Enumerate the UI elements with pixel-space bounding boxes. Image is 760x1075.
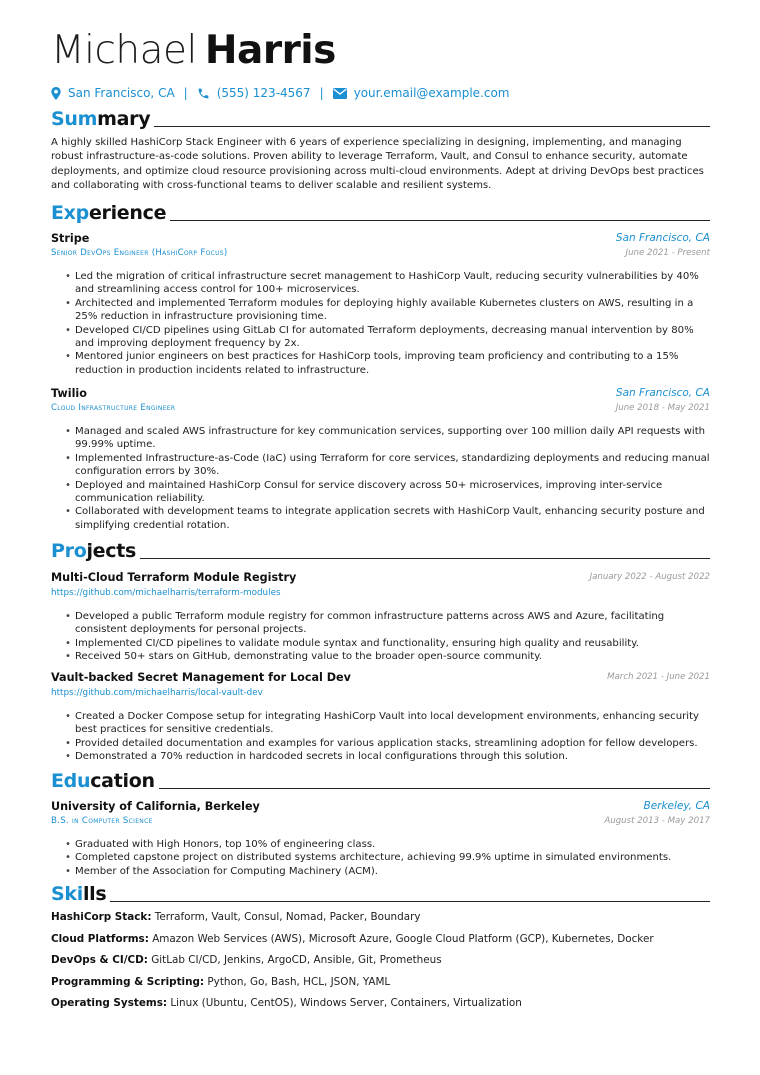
skill-label: Cloud Platforms: (51, 933, 149, 945)
skill-label: DevOps & CI/CD: (51, 954, 148, 966)
project-bullets (65, 710, 710, 764)
job-company: Twilio (51, 387, 87, 400)
contact-bar (51, 85, 510, 101)
project-link[interactable]: https://github.com/michaelharris/local-vault-dev (51, 688, 263, 698)
summary-heading (51, 108, 710, 130)
phone-icon (197, 87, 210, 100)
job-role: Cloud Infrastructure Engineer (51, 403, 176, 413)
contact-email[interactable] (333, 86, 510, 100)
section-title: Experience (51, 202, 167, 224)
job-role: Senior DevOps Engineer (HashiCorp Focus) (51, 248, 228, 258)
project-name: Multi-Cloud Terraform Module Registry (51, 571, 297, 584)
section-rule (159, 788, 710, 789)
first-name: Michael (51, 28, 197, 73)
education-heading (51, 770, 710, 792)
section-rule (154, 126, 710, 127)
list-item: • Graduated with High Honors, top 10% of engineering class. (65, 838, 710, 851)
list-item: • Mentored junior engineers on best practices for HashiCorp tools, improving team proficiency and contributing to a 15% reduction in production incidents related to infrastructure. (65, 350, 710, 377)
list-item: • Led the migration of critical infrastructure secret management to HashiCorp Vault, reducing security vulnerabilities by 40% and streamlining access control for 100+ microservices. (65, 270, 710, 297)
skill-value: GitLab CI/CD, Jenkins, ArgoCD, Ansible, Git, Prometheus (151, 954, 442, 966)
project-dates: January 2022 - August 2022 (589, 572, 710, 582)
list-item: • Deployed and maintained HashiCorp Consul for service discovery across 50+ microservices, improving inter-service communication reliability. (65, 479, 710, 506)
experience-heading (51, 202, 710, 224)
list-item: • Created a Docker Compose setup for integrating HashiCorp Vault into local development environments, enhancing security best practices for sensitive credentials. (65, 710, 710, 737)
skill-label: Operating Systems: (51, 997, 168, 1009)
last-name: Harris (204, 28, 336, 73)
job-location: San Francisco, CA (615, 387, 710, 399)
phone-text: (555) 123-4567 (216, 86, 311, 100)
section-rule (140, 558, 710, 559)
list-item: • Developed CI/CD pipelines using GitLab CI for automated Terraform deployments, decreasing manual intervention by 80% and improving deployment frequency by 2x. (65, 324, 710, 351)
project-dates: March 2021 - June 2021 (607, 672, 710, 682)
skill-value: Linux (Ubuntu, CentOS), Windows Server, Containers, Virtualization (170, 997, 522, 1009)
summary-text: A highly skilled HashiCorp Stack Engineer with 6 years of experience specializing in designing, implementing, and managing robust infrastructure-as-code solutions. Proven ability to leverage Terraform, Vault, and Consul to enhance security, automate deployments, and optimize cloud resource provisioning across multi-cloud environments. Adept at driving DevOps best practices and collaborating with cross-functional teams to deliver scalable and resilient systems. (51, 137, 704, 191)
list-item: • Architected and implemented Terraform modules for deploying highly available Kubernetes clusters on AWS, resulting in a 25% reduction in infrastructure provisioning time. (65, 297, 710, 324)
contact-separator: | (319, 86, 324, 100)
list-item: • Developed a public Terraform module registry for common infrastructure patterns across AWS and Azure, facilitating consistent deployments for personal projects. (65, 610, 710, 637)
list-item: • Implemented CI/CD pipelines to validate module syntax and functionality, ensuring high quality and reusability. (65, 637, 710, 650)
list-item: • Provided detailed documentation and examples for various application stacks, streamlining adoption for fellow developers. (65, 737, 710, 750)
school-name: University of California, Berkeley (51, 800, 260, 813)
skill-value: Amazon Web Services (AWS), Microsoft Azure, Google Cloud Platform (GCP), Kubernetes, Docker (152, 933, 654, 945)
education-dates: August 2013 - May 2017 (604, 816, 710, 826)
list-item: • Completed capstone project on distributed systems architecture, achieving 99.9% uptime in simulated environments. (65, 851, 710, 864)
degree: B.S. in Computer Science (51, 816, 153, 826)
skill-row (51, 997, 522, 1009)
skill-row (51, 911, 421, 923)
candidate-name (51, 28, 336, 74)
location-text: San Francisco, CA (68, 86, 175, 100)
envelope-icon (333, 88, 347, 99)
contact-location (51, 86, 175, 100)
skills-heading (51, 883, 710, 905)
school-location: Berkeley, CA (643, 800, 710, 812)
skill-row (51, 954, 442, 966)
project-link[interactable]: https://github.com/michaelharris/terraform-modules (51, 588, 281, 598)
section-title: Education (51, 770, 155, 792)
list-item: • Managed and scaled AWS infrastructure for key communication services, supporting over 100 million daily API requests with 99.99% uptime. (65, 425, 710, 452)
job-bullets (65, 270, 710, 377)
skill-row (51, 933, 654, 945)
project-bullets (65, 610, 710, 664)
contact-separator: | (183, 86, 188, 100)
skill-label: HashiCorp Stack: (51, 911, 152, 923)
job-location: San Francisco, CA (615, 232, 710, 244)
job-company: Stripe (51, 232, 90, 245)
section-title: Projects (51, 540, 137, 562)
section-rule (170, 220, 710, 221)
email-text: your.email@example.com (353, 86, 510, 100)
contact-phone[interactable] (197, 86, 311, 100)
skill-label: Programming & Scripting: (51, 976, 205, 988)
section-title: Skills (51, 883, 107, 905)
project-name: Vault-backed Secret Management for Local Dev (51, 671, 351, 684)
job-bullets (65, 425, 710, 532)
section-title: Summary (51, 108, 151, 130)
projects-heading (51, 540, 710, 562)
job-dates: June 2018 - May 2021 (615, 403, 710, 413)
list-item: • Demonstrated a 70% reduction in hardcoded secrets in local configurations through this solution. (65, 750, 710, 763)
list-item: • Received 50+ stars on GitHub, demonstrating value to the broader open-source community. (65, 650, 710, 663)
skill-value: Python, Go, Bash, HCL, JSON, YAML (207, 976, 391, 988)
map-marker-icon (51, 87, 61, 100)
job-dates: June 2021 - Present (625, 248, 710, 258)
list-item: • Member of the Association for Computing Machinery (ACM). (65, 865, 710, 878)
list-item: • Collaborated with development teams to integrate application secrets with HashiCorp Vault, enhancing security posture and simplifying credential rotation. (65, 505, 710, 532)
education-bullets (65, 838, 710, 878)
list-item: • Implemented Infrastructure-as-Code (IaC) using Terraform for core services, standardizing deployments and reducing manual configuration errors by 30%. (65, 452, 710, 479)
skill-row (51, 976, 390, 988)
skill-value: Terraform, Vault, Consul, Nomad, Packer, Boundary (154, 911, 421, 923)
section-rule (110, 901, 710, 902)
